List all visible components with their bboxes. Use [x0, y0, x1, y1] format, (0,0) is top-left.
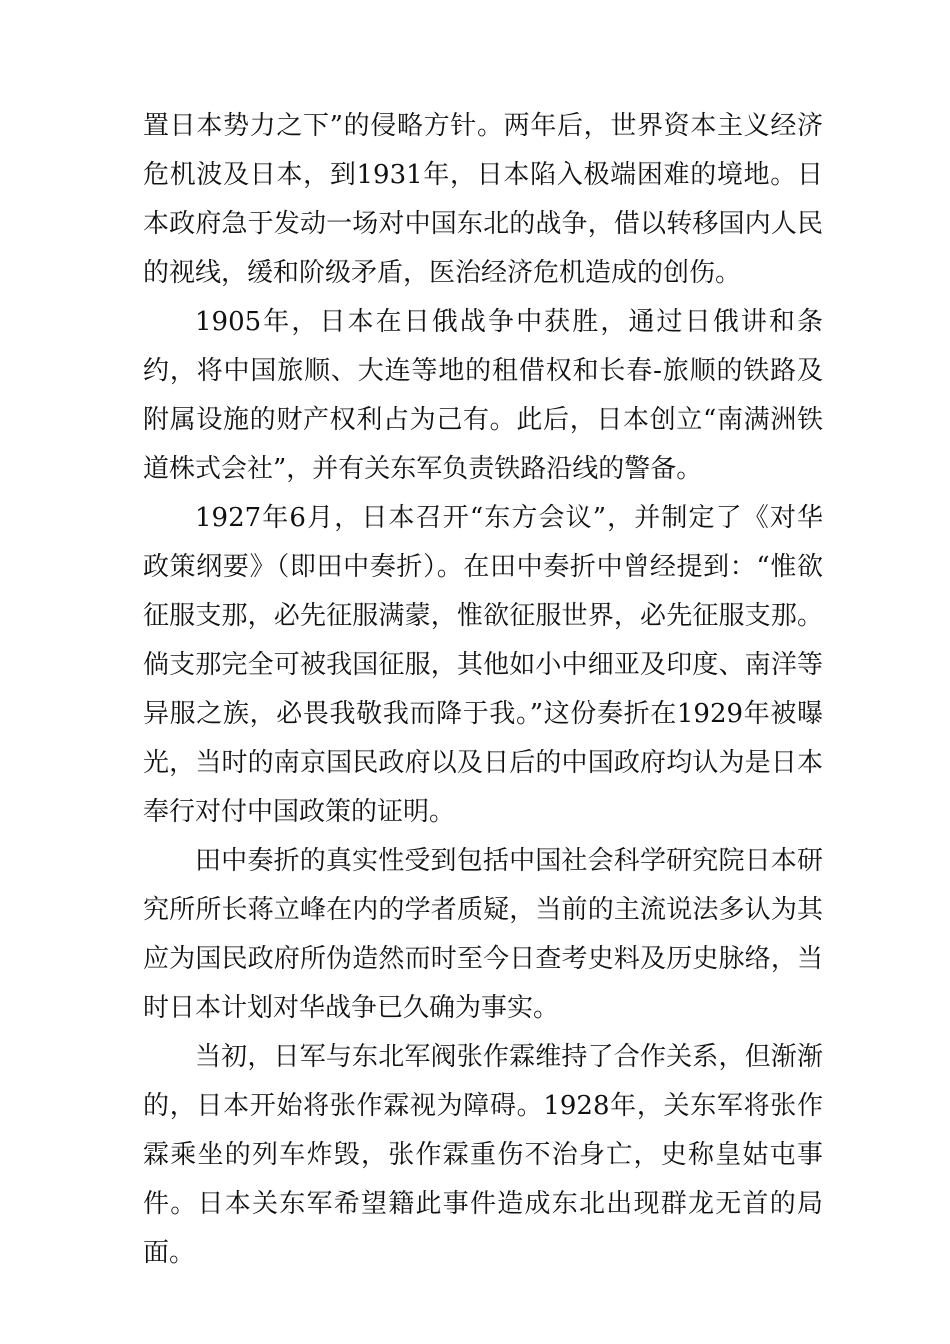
paragraph-continuation: 置日本势力之下”的侵略方针。两年后，世界资本主义经济危机波及日本，到1931年，日本陷入极端困难的境地。日本政府急于发动一场对中国东北的战争，借以转移国内人民的视线，缓和阶级矛盾，医治经济危机造成的创伤。: [143, 111, 823, 288]
paragraph-1927: 1927年6月，日本召开“东方会议”，并制定了《对华政策纲要》（即田中奏折）。在田中奏折中曾经提到：“惟欲征服支那，必先征服满蒙，惟欲征服世界，必先征服支那。倘支那完全可被我国征服，其他如小中细亚及印度、南洋等异服之族，必畏我敬我而降于我。”这份奏折在1929年被曝光，当时的南京国民政府以及日后的中国政府均认为是日本奉行对付中国政策的证明。: [143, 503, 823, 827]
paragraph-tanaka-authenticity: 田中奏折的真实性受到包括中国社会科学研究院日本研究所所长蒋立峰在内的学者质疑，当前的主流说法多认为其应为国民政府所伪造然而时至今日查考史料及历史脉络，当时日本计划对华战争已久确为事实。: [143, 846, 823, 1023]
paragraph-1905: 1905年，日本在日俄战争中获胜，通过日俄讲和条约，将中国旅顺、大连等地的租借权和长春-旅顺的铁路及附属设施的财产权利占为己有。此后，日本创立“南满洲铁道株式会社”，并有关东军负责铁路沿线的警备。: [143, 307, 823, 484]
paragraph-zhang-zuolin: 当初，日军与东北军阀张作霖维持了合作关系，但渐渐的，日本开始将张作霖视为障碍。1928年，关东军将张作霖乘坐的列车炸毁，张作霖重伤不治身亡，史称皇姑屯事件。日本关东军希望籍此事件造成东北出现群龙无首的局面。: [143, 1042, 823, 1268]
document-body: [143, 102, 823, 1278]
